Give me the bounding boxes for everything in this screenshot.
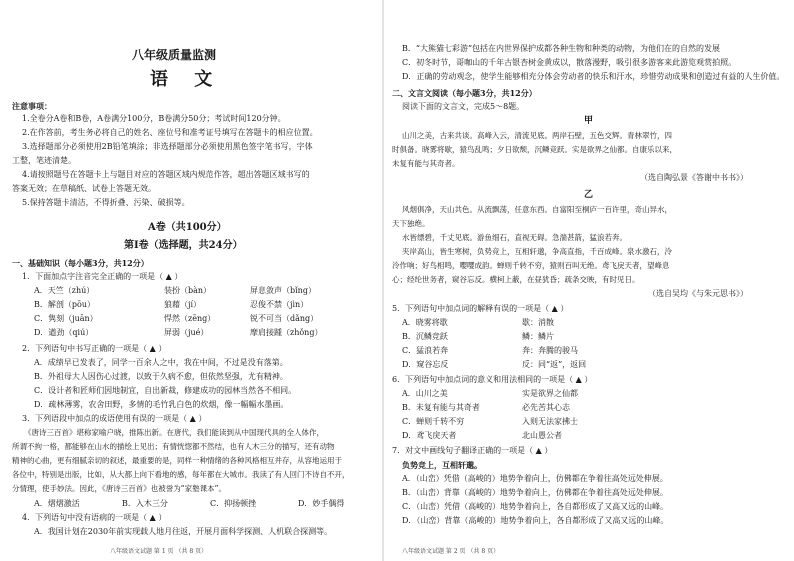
q3-passage-line: 分情理，使手妙法。因此，《唐诗三百首》也被誉为“家塾课本”。	[12, 484, 227, 493]
classical-heading: 二、文言文阅读（每小题3分，共12分）	[392, 88, 537, 98]
yi-line: 泠作响；好鸟相鸣，嘤嘤成韵。蝉则千转不穷，猿则百叫无绝。鸢飞戾天者，望峰息	[392, 261, 670, 270]
jia-source: （选自陶弘景《答谢中书书》）	[640, 173, 748, 182]
question-5: 5．下列语句中加点词的解释有误的一项是（ ▲ ）	[392, 304, 569, 313]
q5-row	[402, 318, 554, 328]
q3-options	[34, 499, 344, 509]
notice-heading: 注意事项：	[12, 101, 52, 111]
q2-option: A．成绩早已发表了，同学一百余人之中，我在中间，不过是没有落第。	[34, 358, 288, 367]
q6-row	[402, 431, 562, 441]
subject-title: 语 文	[150, 69, 223, 90]
q5-row	[402, 332, 554, 342]
notice-line: 4.请按照题号在答题卡上与题目对应的答题区域内规范作答，超出答题区域书写的	[22, 170, 310, 179]
q6-row	[402, 389, 578, 399]
q2-option: D．疏林薄雾，农舍田野，多情的毛竹乳白色的炊烟，像一幅幅水墨画。	[34, 400, 289, 409]
q5-gloss: 鳞：鳞片	[522, 332, 554, 341]
q1-option: 悍然（zēng）	[164, 314, 216, 323]
yi-line: 风烟俱净，天山共色。从流飘荡，任意东西。自富阳至桐庐一百许里，奇山异水，	[402, 205, 672, 214]
q1-option: B．解剖（pōu）	[34, 300, 95, 309]
q6-option: D．鸢飞戾天者	[402, 431, 457, 440]
q1-option: 忍俊不禁（jìn）	[250, 300, 309, 309]
q3-option: C．抑扬顿挫	[210, 499, 257, 508]
q3-passage-line: 精神的心曲，更有细腻亲切的叙述，最重要的是，同样一种情绪的各种风格相互并存，从容地运用于	[12, 456, 342, 465]
q1-option: 摩肩接踵（zhǒng）	[250, 328, 323, 337]
q5-option: D．窥谷忘反	[402, 360, 449, 369]
exam-title: 八年级质量监测	[132, 48, 217, 62]
q2-option: B．外祖母大人因伤心过渡，以致于久病不愈，但依然坚强，尤有精神。	[34, 372, 288, 381]
q3-passage-line: 所谓不拘一格，都能够在山水的描绘上见出；有情恍惚都不然结，也有人木三分的描写，还有动物	[12, 442, 335, 451]
section-a-title: A卷（共100分）	[148, 222, 227, 233]
jia-line: 山川之美，古来共谈。高峰入云，清流见底。两岸石壁，五色交辉。青林翠竹，四	[402, 131, 672, 140]
part1-title: 第Ⅰ卷（选择题，共24分）	[124, 240, 243, 251]
notice-line: 5.保持答题卡清洁，不得折叠、污染、破损等。	[22, 198, 190, 207]
q1-option: 狼藉（jí）	[164, 300, 202, 309]
q5-option: C．猛浪若奔	[402, 346, 449, 355]
q1-option: 锐不可当（dǎng）	[250, 314, 319, 323]
classical-intro: 阅读下面的文言文，完成5～8题。	[402, 102, 525, 111]
q7-quote: 负势竞上，互相轩邈。	[402, 460, 482, 470]
q1-option: D．遒劲（qiú）	[34, 328, 94, 337]
q6-row	[402, 417, 578, 427]
q7-option: D．（山峦）背靠（高峻的）地势争着向上，各自都形成了又高又远的山峰。	[402, 516, 669, 525]
q5-option: B．沉鳞竞跃	[402, 332, 448, 341]
question-1: 1．下面加点字注音完全正确的一项是（ ▲ ）	[22, 272, 183, 281]
q1-option: C．隽刻（juān）	[34, 314, 98, 323]
notice-line: 2.在作答前，考生务必将自己的姓名、座位号和准考证号填写在答题卡的相应位置。	[22, 128, 318, 137]
page-left	[0, 0, 380, 561]
q4-option: C．初冬时节，哥咖山的千年古银杏树金黄成以，散落漫野，吸引很多游客来此游览观赏拍照。	[402, 58, 737, 67]
q7-option: A．（山峦）凭借（高峻的）地势争着向上，仿佛都在争着往高处远处伸展。	[402, 474, 668, 483]
question-4: 4．下列语句中没有语病的一项是（ ▲ ）	[22, 513, 167, 522]
q6-compare: 北山愚公者	[522, 431, 562, 440]
jia-line: 未复有能与其奇者。	[392, 159, 460, 168]
q6-option: B．未复有能与其奇者	[402, 403, 480, 412]
page-footer: 八年级语文试题 第 1 页 （共 8 页）	[110, 548, 208, 555]
passage-jia-title: 甲	[584, 116, 594, 126]
q6-row	[402, 403, 570, 413]
q3-option: B．入木三分	[122, 499, 168, 508]
q1-row	[34, 286, 316, 296]
q3-passage-line: 各位中，特别是出版，比如，从大都上向下看地的感，每年都在大城市。我读了有人回门不诗自不开，	[12, 470, 350, 479]
basic-heading: 一、基础知识（每小题3分，共12分）	[12, 258, 149, 268]
q5-option: A．晓雾将歇	[402, 318, 448, 327]
q5-row	[402, 360, 586, 370]
q5-gloss: 反：同“返”，返回	[522, 360, 587, 369]
page-footer: 八年级语文试题 第 2 页 （共 8 页）	[402, 548, 500, 555]
q3-option: D．妙手偶得	[298, 499, 345, 508]
q1-option: 屏息敛声（bǐng）	[250, 286, 316, 295]
q3-option: A．熠熠激活	[34, 499, 80, 508]
q3-passage-line: 《唐诗三百首》堪称家喻户晓，推陈出新。在唐代，我们能读到从中国现代具的全人体作，	[24, 428, 324, 437]
q1-option: A．天竺（zhú）	[34, 286, 95, 295]
notice-line: 答案无效；在草稿纸、试卷上答题无效。	[12, 184, 156, 193]
q4-option: D．正确的劳动观念，使学生能够相充分体会劳动者的快乐和汗水，珍惜劳动成果和创造过有益的人生价值。	[402, 72, 785, 81]
q1-option: 装扮（bàn）	[164, 286, 212, 295]
q5-gloss: 奔：奔腾的骏马	[522, 346, 578, 355]
jia-line: 时俱备。晓雾将歇，猿鸟乱鸣；夕日欲颓，沉鳞竞跃。实是欲界之仙都。自康乐以来，	[392, 145, 677, 154]
q5-gloss: 歇：消散	[522, 318, 554, 327]
yi-line: 夹岸高山，皆生寒树，负势竞上，互相轩邈，争高直指，千百成峰。泉水激石，泠	[402, 247, 672, 256]
q1-row	[34, 328, 322, 338]
q4-option: B．“大熊猫七彩游”包括在内世界保护成都各种生物和种类的动物，为他们在的自然的发展	[402, 44, 721, 53]
page-gutter	[382, 0, 384, 561]
question-3: 3．下列语段中加点的成语使用有误的一项是（ ▲ ）	[22, 414, 207, 423]
notice-line: 3.选择题部分必须使用2B铅笔填涂；非选择题部分必须使用黑色签字笔书写，字体	[22, 142, 313, 151]
notice-line: 工整，笔迹清楚。	[12, 156, 76, 165]
q6-option: C．蝉则千转不穷	[402, 417, 465, 426]
q1-row	[34, 314, 318, 324]
yi-line: 心；经纶世务者，窥谷忘反。横柯上蔽，在昼犹昏；疏条交映，有时见日。	[392, 275, 640, 284]
yi-line: 水皆缥碧，千丈见底。游鱼细石，直视无碍。急湍甚箭，猛浪若奔。	[402, 233, 627, 242]
q6-compare: 入则无法家拂士	[522, 417, 578, 426]
q2-option: C．设计者和匠师们因地制宜，自出新裁，修建成功的园林当然各不相同。	[34, 386, 297, 395]
q5-row	[402, 346, 578, 356]
yi-source: （选自吴均《与朱元思书》）	[648, 289, 748, 298]
question-6: 6．下列语句中加点词的意义和用法相同的一项是（ ▲ ）	[392, 375, 593, 384]
q1-row	[34, 300, 308, 310]
q6-compare: 实是欲界之仙都	[522, 389, 578, 398]
passage-yi-title: 乙	[584, 190, 594, 200]
yi-line: 天下独绝。	[392, 219, 430, 228]
page-right	[386, 0, 794, 561]
q6-option: A．山川之美	[402, 389, 448, 398]
q4-option: A．我国计划在2030年前实现载人地月往返，开展月面科学探测、人机联合探测等。	[34, 527, 333, 536]
notice-line: 1.全卷分A卷和B卷，A卷满分100分，B卷满分50分；考试时间120分钟。	[22, 114, 286, 123]
question-7: 7．对文中画线句子翻译正确的一项是（ ▲ ）	[392, 446, 553, 455]
q1-option: 屏弱（jué）	[164, 328, 209, 337]
q7-option: B．（山峦）背靠（高峻的）地势争着向上，仿佛都在争着往高处远处伸展。	[402, 488, 668, 497]
question-2: 2．下列语句中书写正确的一项是（ ▲ ）	[22, 344, 167, 353]
q7-option: C．（山峦）凭借（高峻的）地势争着向上，各自都形成了又高又远的山峰。	[402, 502, 669, 511]
q6-compare: 必先苦其心志	[522, 403, 570, 412]
